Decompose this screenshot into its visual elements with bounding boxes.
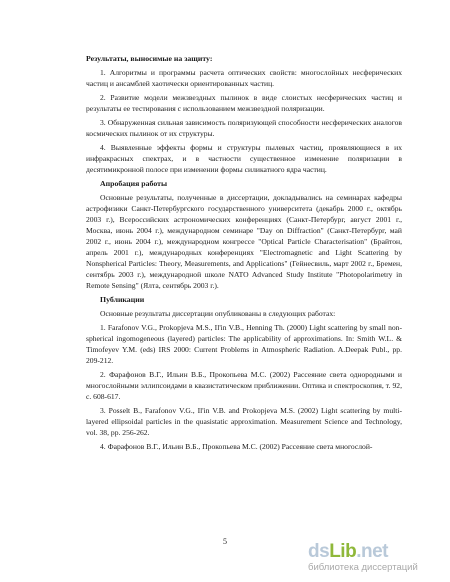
site-watermark[interactable]	[308, 542, 436, 574]
results-item-2: 2. Развитие модели межзвездных пылинок в виде слоистых несферических частиц и результаты ее тестирования с использованием межзвездной поляризации.	[86, 93, 402, 113]
approbation-paragraph: Основные результаты, полученные в диссертации, докладывались на семинарах кафедры астрофизики Санкт-Петербургского государственного университета (декабрь 2000 г., октябрь 2003 г.), Всероссийских астрономических конференциях (Санкт-Петербург, август 2001 г., Москва, июнь 2004 г.), международном семинаре "Day on Diffraction" (Санкт-Петербург, май 2002 г., июнь 2004 г.), международном конгрессе "Optical Particle Characterisation" (Брайтон, апрель 2001 г.), международных конференциях "Electromagnetic and Light Scattering by Nonspherical Particles: Theory, Measurements, and Applications" (Гейнесвиль, март 2002 г., Бремен, сентябрь 2003 г.), международной школе NATO Advanced Study Institute "Photopolarimetry in Remote Sensing" (Ялта, сентябрь 2003 г.).	[86, 193, 402, 290]
watermark-brand-lib: Lib	[329, 541, 357, 562]
page-number: 5	[223, 537, 227, 546]
approbation-heading: Апробация работы	[100, 179, 168, 188]
results-item-3: 3. Обнаруженная сильная зависимость поляризующей способности несферических аналогов космических пылинок от их структуры.	[86, 118, 402, 138]
publication-item-1: 1. Farafonov V.G., Prokopjeva M.S., Il'in V.B., Henning Th. (2000) Light scattering by small non-spherical ingomogeneous (layered) particles: The applicability of approximations. In: Smith W.L. & Timofeyev Y.M. (eds) IRS 2000: Current Problems in Atmospheric Radiation. A.Deepak Publ., pp. 209-212.	[86, 323, 402, 365]
results-heading: Результаты, выносимые на защиту:	[86, 54, 213, 63]
publication-item-3: 3. Posselt B., Farafonov V.G., Il'in V.B. and Prokopjeva M.S. (2002) Light scattering by multi-layered ellipsoidal particles in the quasistatic approximation. Measurement Science and Technology, vol. 38, pp. 256-262.	[86, 406, 402, 437]
watermark-brand-net: .net	[356, 541, 388, 562]
publication-item-2: 2. Фарафонов В.Г., Ильин В.Б., Прокопьева М.С. (2002) Рассеяние света однородными и многослойными эллипсоидами в квазистатическом приближении. Оптика и спектроскопия, т. 92, с. 608-617.	[86, 370, 402, 401]
watermark-brand-ds: ds	[308, 541, 330, 562]
results-item-4: 4. Выявленные эффекты формы и структуры пылевых частиц, проявляющиеся в их инфракрасных спектрах, и в частности существенное изменение поляризации в десятимикронной полосе при изменении формы силикатного ядра частиц.	[86, 143, 402, 174]
watermark-logo	[308, 542, 388, 562]
watermark-tagline: библиотека диссертаций	[308, 562, 418, 573]
publications-intro: Основные результаты диссертации опубликованы в следующих работах:	[100, 309, 336, 318]
page-content	[86, 53, 402, 455]
publications-heading: Публикации	[100, 295, 145, 304]
results-item-1: 1. Алгоритмы и программы расчета оптических свойств: многослойных несферических частиц и ансамблей хаотически ориентированных частиц.	[86, 68, 402, 88]
publication-item-4: 4. Фарафонов В.Г., Ильин В.Б., Прокопьева М.С. (2002) Рассеяние света многослой-	[100, 442, 373, 451]
